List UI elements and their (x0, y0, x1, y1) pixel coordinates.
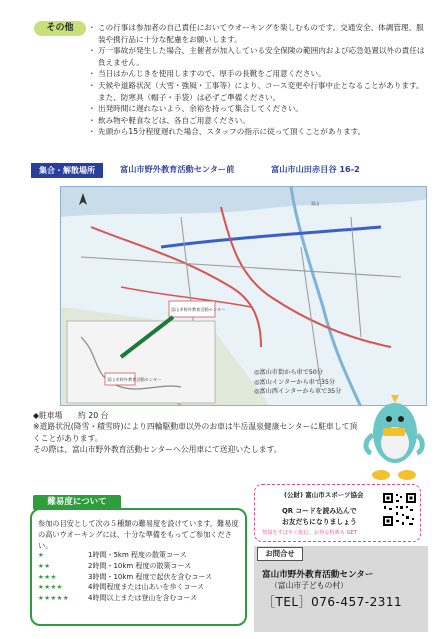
note-item: ・ 飲み物や軽食などは、各自ご用意ください。 (90, 115, 430, 127)
star-rating: ★★★★★ (38, 594, 70, 603)
mascot-arm (417, 435, 422, 453)
note-item: ・ この行事は参加者の自己責任においてウオーキングを楽しむものです。交通安全、体調管理、服装や携行品に十分な配慮をお願いします。 (90, 22, 430, 45)
star-rating: ★★★ (38, 572, 57, 581)
difficulty-text: 4時間程度または山あいを歩くコース (88, 583, 205, 592)
inset-map-frame (67, 321, 215, 403)
note-item: ・ 出発時間に遅れないよう、余裕を持って集合してください。 (90, 103, 430, 115)
meeting-address: 富山市山田赤目谷 16-2 (271, 164, 360, 174)
meeting-label: 集合・解散場所 (31, 163, 103, 178)
star-rating: ★★★★ (38, 583, 63, 592)
difficulty-item (38, 572, 243, 583)
access-line: ◎富山西インターから車で35分 (254, 388, 342, 395)
difficulty-text: 3時間・10km 程度で起伏を含むコース (88, 572, 213, 581)
qr-note: 情報をすばやく配信。お得な特典も GET (262, 530, 358, 536)
mascot-illustration (359, 395, 427, 483)
expressway (161, 227, 381, 247)
access-info (254, 368, 341, 397)
difficulty-text: 1時間・5km 程度の散策コース (88, 551, 187, 559)
mascot-foot (372, 470, 390, 480)
difficulty-item (38, 561, 243, 572)
access-line: ◎富山インターから車で35分 (254, 378, 336, 386)
map-graphic (61, 187, 427, 406)
mascot-eye (398, 416, 404, 422)
qr-code-icon[interactable] (382, 492, 417, 527)
meeting-place: 富山市野外教育活動センター前 (120, 164, 235, 174)
qr-text-line: お友だちになりましょう (282, 518, 357, 526)
mascot-arm (366, 435, 373, 453)
road-grey-1 (81, 257, 401, 277)
contact-tel[interactable]: ［TEL］076-457-2311 (263, 595, 403, 609)
difficulty-list (38, 550, 243, 604)
difficulty-text: 4時間以上または登山を含むコース (88, 594, 198, 603)
parking-info (33, 410, 363, 456)
contact-label: お問合せ (257, 547, 303, 561)
difficulty-item (38, 582, 243, 593)
mascot-eye (386, 416, 392, 422)
qr-text-line: QR コードを読み込んで (282, 507, 357, 515)
toyama-label: 富山 (311, 201, 320, 206)
contact-org: 富山市野外教育活動センター (262, 570, 374, 580)
star-rating: ★★ (38, 561, 51, 570)
notes-tag: その他 (34, 21, 86, 36)
center-label: 富山市野外教育活動センター (171, 307, 226, 312)
mascot-badge (383, 428, 405, 436)
note-item: ・ 当日はかんじきを使用しますので、厚手の長靴をご用意ください。 (90, 68, 430, 80)
difficulty-text: 2時間・10km 程度の散策コース (88, 561, 192, 570)
road-grey-4 (351, 217, 361, 337)
access-line: ◎富山市街から車で50分 (254, 369, 323, 376)
note-item: ・ 万一事故が発生した場合、主催者が加入している安全保険の範囲内および応急処置以外の責任は負えません。 (90, 45, 430, 68)
sea-area (61, 187, 427, 217)
access-map (60, 186, 427, 406)
inset-center-label: 富山市野外教育活動センター (107, 377, 162, 382)
note-item: ・ 天候や道路状況（大雪・強風・工事等）により、コース変更や行事中止となることがあります。また、防寒具（帽子・手袋）は必ずご準備ください。 (90, 80, 430, 103)
difficulty-label: 難易度について (33, 495, 121, 510)
parking-line: ◆駐車場 約 20 台 (33, 411, 109, 420)
note-item: ・ 先頭から15分程度遅れた場合、スタッフの指示に従って頂くことがあります。 (90, 126, 430, 138)
mascot-crest (391, 395, 399, 403)
contact-sub: （富山市子どもの村） (270, 581, 348, 590)
parking-line: その際は、富山市野外教育活動センターへ公用車にて送迎いたします。 (33, 445, 282, 455)
notes-list (90, 22, 430, 138)
parking-line: ※道路状況(降雪・積雪時)により四輪駆動車以外のお車は牛岳温泉健康センターに駐車して頂くことがあります。 (33, 422, 358, 443)
star-rating: ★ (38, 551, 45, 559)
mascot-foot (398, 470, 416, 480)
qr-org-name: (公財) 富山市スポーツ協会 (284, 491, 364, 499)
difficulty-item (38, 593, 243, 604)
difficulty-intro: 参加の目安として次の５種類の難易度を設けています。難易度の高いウオーキングには、十分な準備をもってご参加ください。 (38, 519, 239, 550)
difficulty-item (38, 550, 243, 561)
